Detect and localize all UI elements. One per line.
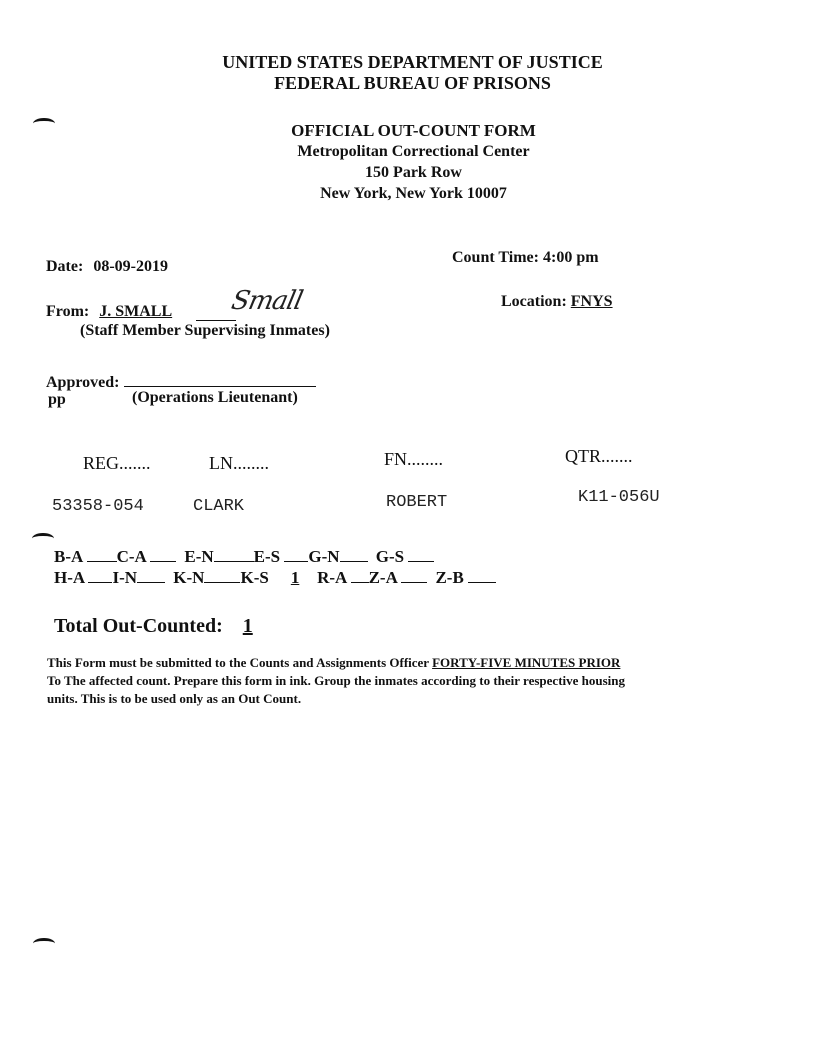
unit-e-s-count <box>284 547 308 562</box>
total-value: 1 <box>242 615 253 637</box>
approved-signature-line <box>124 372 316 387</box>
unit-k-s: K-S <box>240 568 269 587</box>
instructions-line-3: units. This is to be used only as an Out Count. <box>47 691 302 706</box>
punch-mark-bottom <box>33 938 55 949</box>
form-title: OFFICIAL OUT-COUNT FORM <box>291 121 536 140</box>
unit-h-a: H-A <box>54 568 85 587</box>
unit-z-b-count <box>468 568 496 583</box>
unit-g-s-count <box>408 547 434 562</box>
cell-reg: 53358-054 <box>52 497 144 516</box>
unit-e-n: E-N <box>184 547 214 566</box>
count-time-field <box>452 249 599 267</box>
signature: Small <box>228 286 305 316</box>
bureau-title: FEDERAL BUREAU OF PRISONS <box>274 73 551 93</box>
unit-z-b: Z-B <box>435 568 464 587</box>
signature-underline <box>196 320 236 321</box>
date-value: 08-09-2019 <box>93 258 168 275</box>
from-caption: (Staff Member Supervising Inmates) <box>80 322 330 339</box>
unit-h-a-count <box>88 568 112 583</box>
unit-g-n: G-N <box>308 547 340 566</box>
cell-fn: ROBERT <box>386 493 448 512</box>
unit-k-n-count <box>204 568 240 583</box>
form-title-block <box>6 120 815 204</box>
total-out-counted <box>54 615 268 638</box>
location-field <box>501 293 613 311</box>
unit-c-a-count <box>150 547 176 562</box>
instructions-deadline: FORTY-FIVE MINUTES PRIOR <box>432 655 621 670</box>
punch-mark-middle <box>32 533 54 544</box>
date-field <box>46 258 168 276</box>
unit-e-s: E-S <box>253 547 281 566</box>
instructions-line-1-text: This Form must be submitted to the Counts and Assignments Officer <box>47 655 433 670</box>
unit-c-a: C-A <box>116 547 146 566</box>
housing-row-1 <box>54 547 434 567</box>
unit-e-n-count <box>214 547 254 562</box>
unit-i-n-count <box>137 568 165 583</box>
department-title: UNITED STATES DEPARTMENT OF JUSTICE <box>222 52 603 72</box>
unit-b-a: B-A <box>54 547 83 566</box>
unit-k-n: K-N <box>173 568 205 587</box>
from-value: J. SMALL <box>99 303 173 320</box>
unit-r-a-count <box>351 568 369 583</box>
count-time-label: Count Time: <box>452 249 539 266</box>
total-label: Total Out-Counted: <box>54 615 223 637</box>
col-header-fn: FN........ <box>384 449 444 469</box>
unit-k-s-count: 1 <box>290 568 300 587</box>
cell-ln: CLARK <box>193 497 245 516</box>
instructions <box>47 654 625 708</box>
approved-prefix: pp <box>48 391 66 408</box>
facility-city: New York, New York 10007 <box>320 185 507 202</box>
instructions-line-2: To The affected count. Prepare this form in ink. Group the inmates according to their respective housing <box>47 673 626 688</box>
from-field <box>46 303 172 321</box>
date-label: Date: <box>46 258 84 275</box>
instructions-line-1 <box>47 654 625 672</box>
facility-street: 150 Park Row <box>365 164 462 181</box>
header-block <box>5 52 815 94</box>
unit-z-a-count <box>401 568 427 583</box>
col-header-qtr: QTR....... <box>565 446 633 466</box>
unit-g-n-count <box>340 547 368 562</box>
col-header-reg: REG....... <box>83 453 151 473</box>
unit-b-a-count <box>87 547 117 562</box>
unit-z-a: Z-A <box>368 568 397 587</box>
from-label: From: <box>46 303 90 320</box>
unit-g-s: G-S <box>375 547 405 566</box>
housing-row-2 <box>54 568 496 588</box>
location-label: Location: <box>501 293 567 310</box>
facility-name: Metropolitan Correctional Center <box>297 143 530 160</box>
col-header-ln: LN........ <box>209 453 269 473</box>
count-time-value: 4:00 pm <box>542 249 599 266</box>
unit-r-a: R-A <box>317 568 347 587</box>
approved-label: Approved: <box>46 374 120 391</box>
approved-caption: (Operations Lieutenant) <box>132 389 298 406</box>
unit-i-n: I-N <box>112 568 138 587</box>
cell-qtr: K11-056U <box>578 488 660 507</box>
location-value: FNYS <box>570 293 613 310</box>
